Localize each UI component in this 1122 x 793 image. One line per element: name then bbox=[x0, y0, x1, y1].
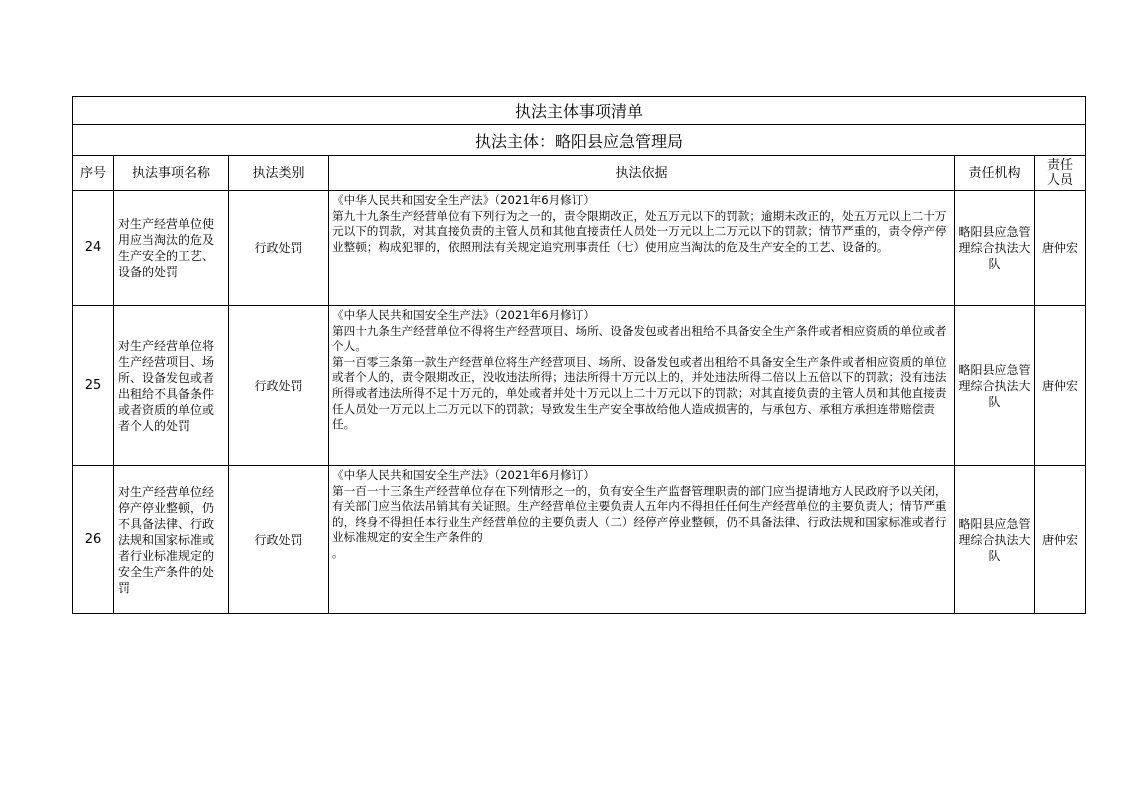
row-no: 26 bbox=[73, 466, 114, 614]
responsible-org: 略阳县应急管理综合执法大队 bbox=[955, 306, 1035, 466]
row-no: 25 bbox=[73, 306, 114, 466]
responsible-org: 略阳县应急管理综合执法大队 bbox=[955, 466, 1035, 614]
table-row bbox=[73, 191, 1086, 306]
legal-basis: 《中华人民共和国安全生产法》（2021年6月修订） 第一百一十三条生产经营单位存在下列情形之一的，负有安全生产监督管理职责的部门应当提请地方人民政府予以关闭，有关部门应当依法吊销其有关证照。生产经营单位主要负责人五年内不得担任任何生产经营单位的主要负责人；情节严重的，终身不得担任本行业生产经营单位的主要负责人（二）经停产停业整顿，仍不具备法律、行政法规和国家标准或者行业标准规定的安全生产条件的 。 bbox=[329, 466, 955, 614]
header-basis: 执法依据 bbox=[329, 156, 955, 191]
enforcement-items-table bbox=[72, 96, 1086, 614]
enforcement-type: 行政处罚 bbox=[229, 306, 329, 466]
legal-basis: 《中华人民共和国安全生产法》（2021年6月修订） 第四十九条生产经营单位不得将生产经营项目、场所、设备发包或者出租给不具备安全生产条件或者相应资质的单位或者个人。 第一百零三条第一款生产经营单位将生产经营项目、场所、设备发包或者出租给不具备安全生产条件或者相应资质的单位或者个人的，责令限期改正，没收违法所得；违法所得十万元以上的，并处违法所得二倍以上五倍以下的罚款；没有违法所得或者违法所得不足十万元的，单处或者并处十万元以上二十万元以下的罚款；对其直接负责的主管人员和其他直接责任人员处一万元以上二万元以下的罚款；导致发生生产安全事故给他人造成损害的，与承包方、承租方承担连带赔偿责任。 bbox=[329, 306, 955, 466]
header-person: 责任人员 bbox=[1035, 156, 1086, 191]
item-name: 对生产经营单位将生产经营项目、场所、设备发包或者出租给不具备条件或者资质的单位或者个人的处罚 bbox=[114, 306, 229, 466]
row-no: 24 bbox=[73, 191, 114, 306]
item-name: 对生产经营单位经停产停业整顿，仍不具备法律、行政法规和国家标准或者行业标准规定的安全生产条件的处罚 bbox=[114, 466, 229, 614]
header-type: 执法类别 bbox=[229, 156, 329, 191]
header-org: 责任机构 bbox=[955, 156, 1035, 191]
item-name: 对生产经营单位使用应当淘汰的危及生产安全的工艺、设备的处罚 bbox=[114, 191, 229, 306]
enforcement-type: 行政处罚 bbox=[229, 191, 329, 306]
table-row bbox=[73, 306, 1086, 466]
responsible-person: 唐仲宏 bbox=[1035, 306, 1086, 466]
table-row bbox=[73, 466, 1086, 614]
responsible-person: 唐仲宏 bbox=[1035, 191, 1086, 306]
enforcement-subject: 执法主体：略阳县应急管理局 bbox=[73, 125, 1086, 156]
document-title: 执法主体事项清单 bbox=[73, 97, 1086, 125]
header-name: 执法事项名称 bbox=[114, 156, 229, 191]
enforcement-type: 行政处罚 bbox=[229, 466, 329, 614]
responsible-person: 唐仲宏 bbox=[1035, 466, 1086, 614]
legal-basis: 《中华人民共和国安全生产法》（2021年6月修订） 第九十九条生产经营单位有下列行为之一的，责令限期改正，处五万元以下的罚款；逾期未改正的，处五万元以上二十万元以下的罚款，对其直接负责的主管人员和其他直接责任人员处一万元以上二万元以下的罚款；情节严重的，责令停产停业整顿；构成犯罪的，依照刑法有关规定追究刑事责任（七）使用应当淘汰的危及生产安全的工艺、设备的。 bbox=[329, 191, 955, 306]
responsible-org: 略阳县应急管理综合执法大队 bbox=[955, 191, 1035, 306]
header-no: 序号 bbox=[73, 156, 114, 191]
